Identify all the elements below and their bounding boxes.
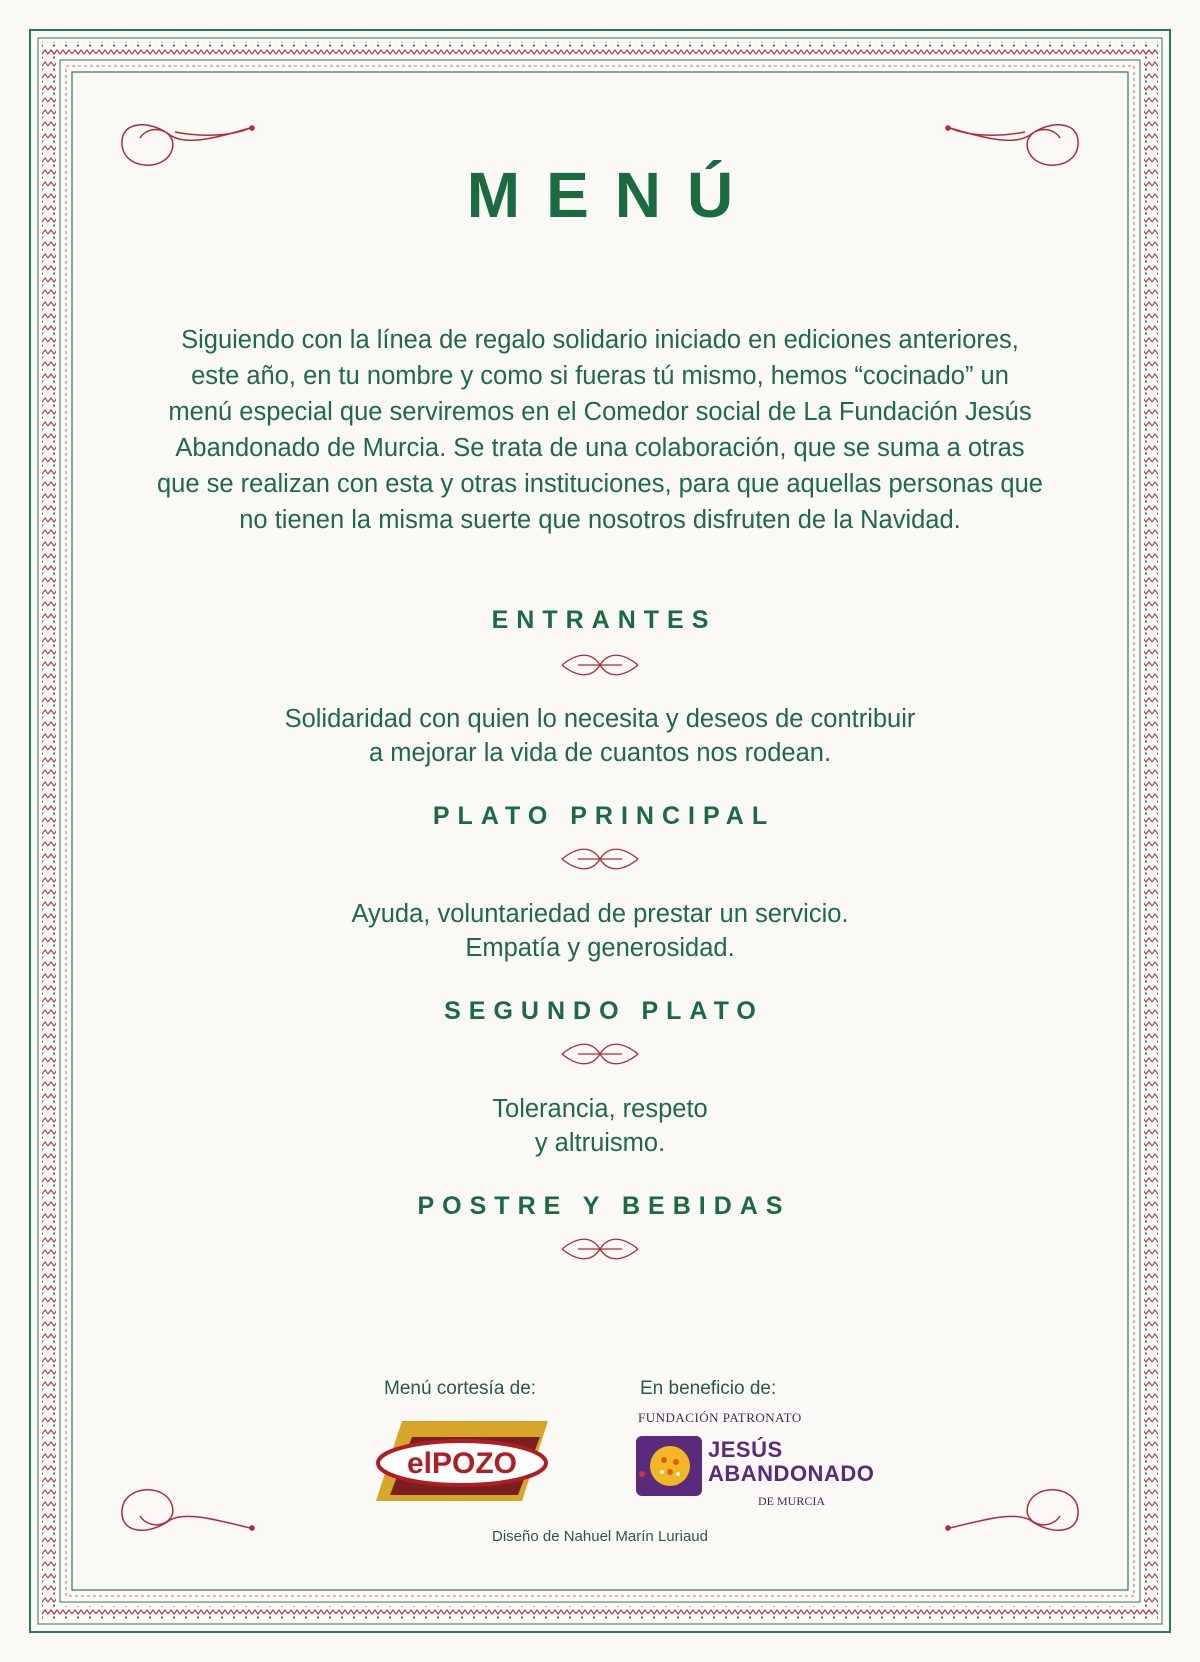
beneficiary-label: En beneficio de: [640,1378,777,1399]
intro-line: no tienen la misma suerte que nosotros disfruten de la Navidad. [239,506,961,534]
swirl-ornament-icon [558,1039,642,1069]
section-title-entrantes: ENTRANTES [491,606,717,634]
section-title-postre-bebidas: POSTRE Y BEBIDAS [417,1192,791,1220]
page-title: MENÚ [466,159,760,231]
elpozo-logo-text: elPOZO [406,1447,518,1480]
section-body-segundo-plato [0,1092,1200,1160]
section-body-plato-principal [0,897,1200,965]
elpozo-logo [372,1415,552,1507]
courtesy-label: Menú cortesía de: [384,1378,537,1399]
swirl-ornament-icon [558,650,642,680]
section-line: y altruismo. [534,1129,666,1157]
swirl-ornament-icon [558,1234,642,1264]
intro-line: Abandonado de Murcia. Se trata de una colaboración, que se suma a otras [175,434,1025,462]
section-title-segundo-plato: SEGUNDO PLATO [444,997,764,1025]
intro-line: Siguiendo con la línea de regalo solidario iniciado en ediciones anteriores, [181,326,1019,354]
section-line: a mejorar la vida de cuantos nos rodean. [368,739,832,767]
beneficiary-city: DE MURCIA [758,1494,826,1508]
beneficiary-name-line: JESÚS [708,1437,783,1462]
flourish-bottom-left [122,1490,254,1530]
intro-line: que se realizan con esta y otras instituciones, para que aquellas personas que [157,470,1043,498]
section-line: Ayuda, voluntariedad de prestar un servicio. [351,900,849,928]
section-body-entrantes [0,702,1200,770]
intro-line: este año, en tu nombre y como si fueras tú mismo, hemos “cocinado” un [191,362,1009,390]
section-title-plato-principal: PLATO PRINCIPAL [432,802,776,830]
intro-paragraph [130,322,1070,538]
beneficiary-top-text: FUNDACIÓN PATRONATO [638,1410,802,1425]
swirl-ornament-icon [558,844,642,874]
designer-credit: Diseño de Nahuel Marín Luriaud [492,1528,708,1545]
foundation-logo-icon [634,1434,704,1498]
beneficiary-name [708,1438,878,1486]
intro-line: menú especial que serviremos en el Comedor social de La Fundación Jesús [168,398,1032,426]
section-line: Solidaridad con quien lo necesita y deseos de contribuir [284,705,916,733]
section-line: Tolerancia, respeto [492,1095,708,1123]
section-line: Empatía y generosidad. [465,934,735,962]
flourish-bottom-right [946,1490,1078,1530]
beneficiary-name-line: ABANDONADO [708,1461,875,1486]
